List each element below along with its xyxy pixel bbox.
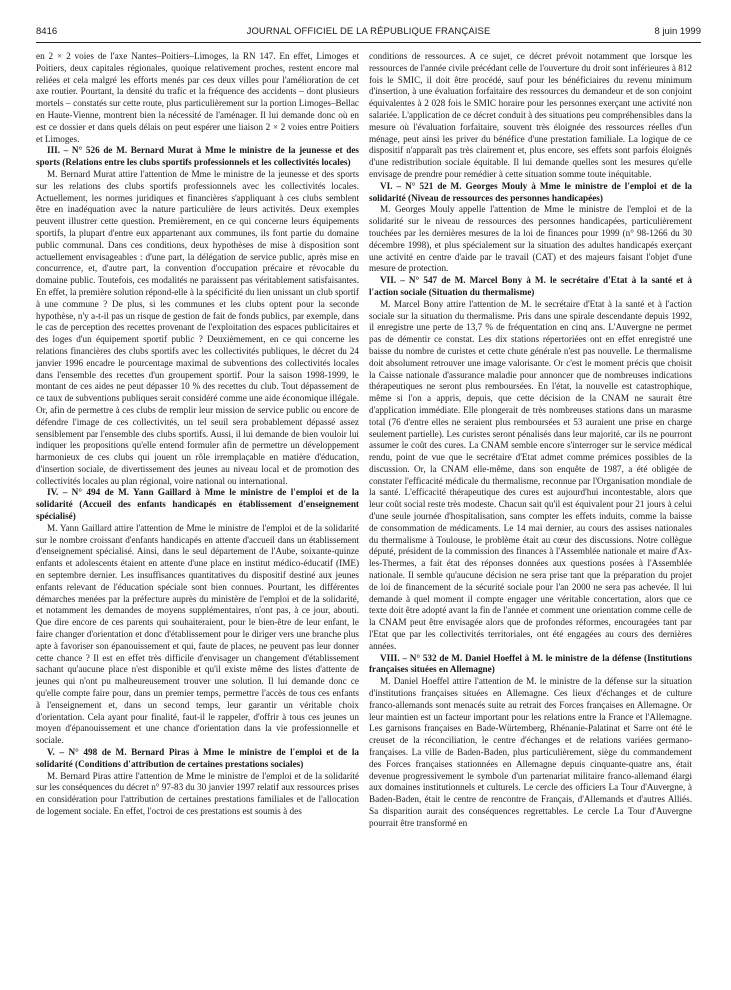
- question-521-title: VI. – N° 521 de M. Georges Mouly à Mme le ministre de l'emploi et de la solidarité (Niveau de ressources des personnes handicapées): [369, 180, 692, 203]
- question-547-body: M. Marcel Bony attire l'attention de M. le secrétaire d'Etat à la santé et à l'action sociale sur la situation du thermalisme. Pris dans une spirale descendante depuis 1992, il enregistre une perte de 13,7 % de fréquentation en cinq ans. L'Auvergne ne permet pas de démentir ce constat. Les dix stations répertoriées ont en effet enregistré une baisse du nombre de curistes et cette chute générale n'est pas nouvelle. Le thermalisme doit absolument retrouver une image valorisante. Or c'est le moment précis que choisit la Caisse nationale d'assurance maladie pour annoncer que de nombreuses indications thérapeutiques ne seront plus remboursées. En l'état, la nouvelle est catastrophique, même si l'on a appris, depuis, que cette décision de la CNAM ne saurait être d'application immédiate. Elle plongerait de très nombreuses stations dans un marasme total (76 d'entre elles ne seraient plus remboursées et 53 auraient une prise en charge seulement partielle). Les curistes seront pénalisés dans leur majorité, car ils ne pourront assumer le coût des cures. La CNAM semble encore s'interroger sur le service médical rendu, point de vue que le secrétaire d'Etat admet comme prémices possibles de la discussion. Or, la CNAM elle-même, dans son enquête de 1987, a été obligée de constater l'efficacité médicale du thermalisme, reconnue par l'Organisation mondiale de la santé. L'efficacité thérapeutique des cures est aujourd'hui incontestable, alors que leur coût social reste très modeste. Chacun sait qu'il est équivalent pour 21 jours à celui d'une seule journée d'hospitalisation, sans compter les effets induits, comme la baisse de consommation de médicaments. Le 14 mai dernier, au cours des assises nationales du thermalisme à Toulouse, le problème était au cœur des discussions. Notre collègue député, président de la commission des finances à l'Assemblée nationale et maire d'Ax-les-Thermes, a fait état des réponses données aux questions posées à l'Assemblée nationale. Il semble qu'aucune décision ne sera prise tant que la préparation du projet de loi de financement de la sécurité sociale pour l'an 2000 ne sera pas achevée. Il lui demande à quel moment il compte engager une véritable concertation, alors que ce texte doit être adopté avant la fin de l'année et comment une orientation comme celle de la CNAM peut être envisagée alors que de profondes réformes, encouragées tant par l'Etat que par les collectivités territoriales, ont été engagées au cours des dernières années.: [369, 298, 692, 651]
- header-rule: [36, 42, 701, 43]
- question-526-body: M. Bernard Murat attire l'attention de Mme le ministre de la jeunesse et des sports sur les relations des clubs sportifs professionnels avec les collectivités locales. Actuellement, les normes juridiques et financières s'appliquant à ces clubs semblent être en inadéquation avec la nature particulière de leurs activités. Deux exemples peuvent illustrer cette question. Premièrement, en ce qui concerne leurs équipements sportifs, la plupart d'entre eux appartenant aux communes, ils font partie du domaine public communal. Dans ces conditions, deux hypothèses de mise à disposition sont actuellement envisageables : d'une part, la délégation de service public, après mise en concurrence, et, d'autre part, la convention d'occupation précaire et révocable du domaine public. Toutefois, ces modalités ne paraissent pas véritablement satisfaisantes. En effet, la première solution répond-elle à la spécificité du lien unissant un club sportif à une commune ? De plus, si les communes et les clubs optent pour la seconde hypothèse, n'y a-t-il pas un risque de gestion de fait de fonds publics, par exemple, dans le cas de perception des recettes provenant de l'exploitation des espaces publicitaires et des loges d'un équipement sportif public ? Deuxièmement, en ce qui concerne les relations financières des clubs sportifs avec les collectivités publiques, le décret du 24 janvier 1996 encadre le pourcentage maximal de subventions des collectivités locales dans l'ensemble des recettes d'un groupement sportif. Pour la saison 1998-1999, le montant de ces aides ne peut dépasser 10 % des recettes du club. Tout dépassement de ce taux de subventions publiques serait considéré comme une aide économique illégale. Or, afin de permettre à ces clubs de remplir leur mission de service public ou encore de défendre l'image de ces collectivités, un tel seuil sera probablement dépassé assez sensiblement par l'ensemble des clubs sportifs. Aussi, il lui demande de bien vouloir lui indiquer les propositions qu'elle entend formuler afin de permettre un développement harmonieux de ces clubs qui jouent un rôle irremplaçable en matière d'éducation, d'insertion sociale, de divertissement des jeunes au niveau local et de promotion des collectivités locales au plan régional, voire national ou international.: [36, 168, 359, 486]
- question-498-body: M. Bernard Piras attire l'attention de Mme le ministre de l'emploi et de la solidarité sur les conséquences du décret n° 97-83 du 30 janvier 1997 relatif aux ressources prises en considération pour l'attribution de certaines prestations familiales et de l'allocation de logement sociale. En effet, l'octroi de ces prestations est soumis à des: [36, 770, 359, 816]
- question-547-title: VII. – N° 547 de M. Marcel Bony à M. le secrétaire d'Etat à la santé et à l'action sociale (Situation du thermalisme): [369, 275, 692, 297]
- journal-title: JOURNAL OFFICIEL DE LA RÉPUBLIQUE FRANÇAISE: [246, 26, 491, 37]
- issue-date: 8 juin 1999: [654, 26, 701, 37]
- page-number: 8416: [36, 26, 58, 37]
- page-header: [36, 26, 701, 40]
- question-532-body: M. Daniel Hoeffel attire l'attention de M. le ministre de la défense sur la situation d'institutions françaises situées en Allemagne. Ces lieux d'échanges et de culture franco-allemands sont menacés suite au retrait des Forces françaises en Allemagne. Or leur maintien est un facteur important pour les relations entre la France et l'Allemagne. Les garnisons françaises en Bade-Würtemberg, Rhénanie-Palatinat et Sarre ont été le creuset de la réconciliation, le centre d'échanges et de relations variées germano-françaises. La ville de Baden-Baden, plus particulièrement, siège du commandement des Forces françaises stationnées en Allemagne depuis cinquante-quatre ans, était devenue progressivement le symbole d'un partenariat militaire franco-allemand élargi aux domaines institutionnels et culturels. Le cercle des officiers La Tour d'Auvergne, à Baden-Baden, était le centre de rencontre de Français, d'Allemands et d'autres Alliés. Sa disparition aurait des conséquences regrettables. Le cercle La Tour d'Auvergne pourrait être transformé en: [369, 676, 692, 828]
- paragraph-continuation: conditions de ressources. A ce sujet, ce décret prévoit notamment que lorsque les ressources de l'année civile précédant celle de l'ouverture du droit sont inférieures à 812 fois le SMIC, il doit être procédé, sauf pour les bénéficiaires du revenu minimum d'insertion, à une évaluation forfaitaire des ressources du demandeur et de son conjoint équivalentes à 2 028 fois le SMIC horaire pour les personnes exerçant une activité non salariée. L'application de ce décret conduit à des situations peu compréhensibles dans la mesure où l'évaluation forfaitaire, souvent très éloignée des ressources réelles d'un ménage, peut ainsi les priver du bénéfice d'une prestation familiale. La logique de ce dispositif n'apparaît pas très clairement et, plus encore, ses effets sont parfois éloignés d'une redistribution sociale équitable. Il lui demande quelles sont les mesures qu'elle envisage de prendre pour remédier à cette situation somme toute inéquitable.: [369, 51, 692, 179]
- paragraph-continuation: en 2 × 2 voies de l'axe Nantes–Poitiers–Limoges, la RN 147. En effet, Limoges et Poitiers, deux capitales régionales, quoique relativement proches, restent encore mal reliées et cela malgré les efforts menés par ces deux villes pour l'amélioration de cet axe routier. Pourtant, la densité du trafic et la fréquence des accidents – dont plusieurs mortels – constatés sur cette route, plus particulièrement sur la portion Limoges–Bellac en Haute-Vienne, montrent bien la nécessité de l'aménager. Il lui demande donc où en est ce dossier et dans quels délais on peut espérer une liaison 2 × 2 voies entre Poitiers et Limoges.: [36, 51, 359, 144]
- left-column: [36, 51, 359, 818]
- question-498-title: V. – N° 498 de M. Bernard Piras à Mme le ministre de l'emploi et de la solidarité (Conditions d'attribution de certaines prestations sociales): [36, 747, 359, 769]
- question-521-body: M. Georges Mouly appelle l'attention de Mme le ministre de l'emploi et de la solidarité sur le niveau de ressources des personnes handicapées, particulièrement touchées par les dernières mesures de la loi de finances pour 1999 (n° 98-1266 du 30 décembre 1998), et plus spécialement sur la situation des adultes handicapés exerçant une activité en centre d'aide par le travail (CAT) et des majeurs faisant l'objet d'une mesure de protection.: [369, 204, 692, 274]
- right-column: [369, 51, 692, 830]
- question-526-title: III. – N° 526 de M. Bernard Murat à Mme le ministre de la jeunesse et des sports (Relations entre les clubs sportifs professionnels et les collectivités locales): [36, 145, 359, 168]
- question-532-title: VIII. – N° 532 de M. Daniel Hoeffel à M. le ministre de la défense (Institutions françaises situées en Allemagne): [369, 652, 692, 675]
- question-494-body: M. Yann Gaillard attire l'attention de Mme le ministre de l'emploi et de la solidarité sur le nombre croissant d'enfants handicapés en attente d'accueil dans un établissement d'enseignement spécialisé. Ainsi, dans le seul département de l'Aube, soixante-quinze enfants et adolescents étaient en attente d'une place en institut médico-éducatif (IME) en septembre dernier. Les insuffisances quantitatives du dispositif destiné aux jeunes enfants relevant de l'éducation spéciale sont bien connues. Pourtant, les différentes démarches menées par la préfecture auprès du ministère de l'emploi et de la solidarité, et notamment les demandes de moyens supplémentaires, n'ont pas, à ce jour, abouti. Que dire encore de ces parents qui souhaiteraient, pour le bien-être de leur enfant, le faire changer d'orientation et donc d'établissement pour le diriger vers une branche plus apte à favoriser son épanouissement et qui, faute de places, ne peuvent pas leur donner cette chance ? Il est en effet très difficile d'envisager un changement d'établissement sachant qu'aucune place n'est disponible et qu'il existe même des listes d'attente de jeunes qui n'ont pu malheureusement trouver une solution. Il lui demande donc ce qu'elle compte faire pour, dans un premier temps, permettre l'accès de tous ces enfants à l'enseignement et, dans un second temps, leur garantir un véritable choix d'orientation. Cela ayant pour finalité, faut-il le rappeler, d'offrir à tous ces jeunes un moyen d'épanouissement et une chance d'orientation dans la vie professionnelle et sociale.: [36, 522, 359, 746]
- question-494-title: IV. – N° 494 de M. Yann Gaillard à Mme le ministre de l'emploi et de la solidarité (Accueil des enfants handicapés en établissement d'enseignement spécialisé): [36, 487, 359, 522]
